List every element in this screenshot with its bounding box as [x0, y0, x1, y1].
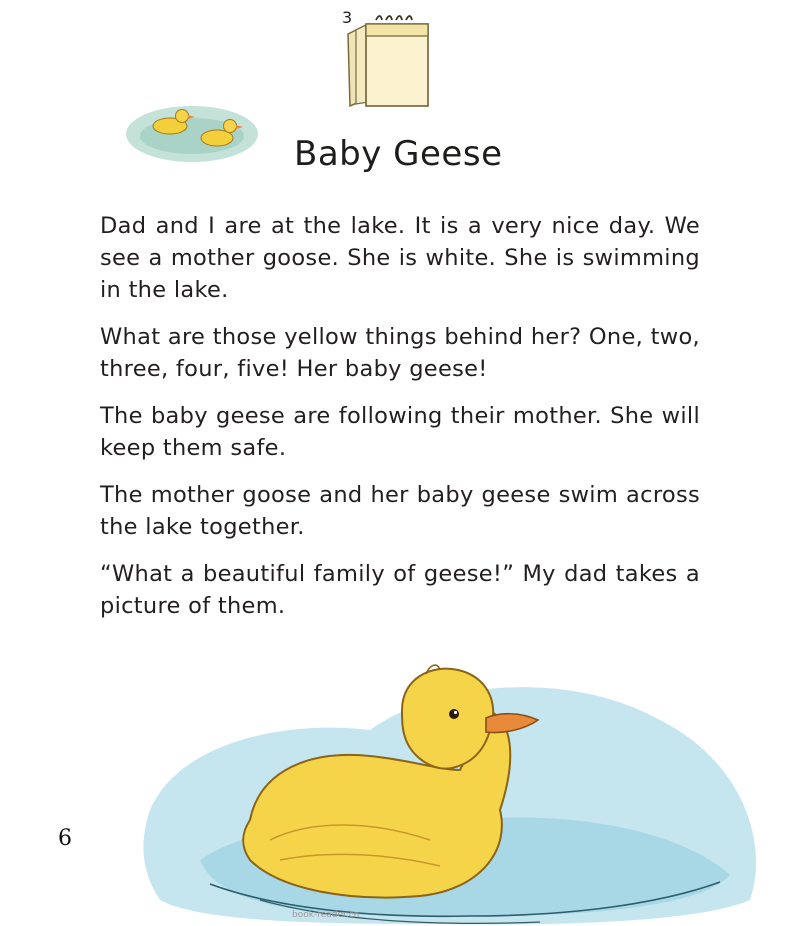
paragraph-5: “What a beautiful family of geese!” My dad takes a picture of them.: [100, 561, 700, 619]
paragraph-2: What are those yellow things behind her? One, two, three, four, five! Her baby geese!: [100, 324, 700, 382]
story-text: [100, 210, 700, 637]
chapter-number: 3: [342, 8, 353, 27]
ducklings-illustration: [122, 98, 262, 166]
gosling-illustration: [140, 660, 780, 926]
paragraph-1: Dad and I are at the lake. It is a very nice day. We see a mother goose. She is white. She is swimming in the lake.: [100, 213, 700, 303]
watermark: book-reader.cn: [292, 910, 360, 920]
page-number: 6: [58, 826, 72, 851]
paragraph-4: The mother goose and her baby geese swim across the lake together.: [100, 482, 700, 540]
paragraph-3: The baby geese are following their mother. She will keep them safe.: [100, 403, 700, 461]
chapter-title: Baby Geese: [294, 134, 503, 174]
